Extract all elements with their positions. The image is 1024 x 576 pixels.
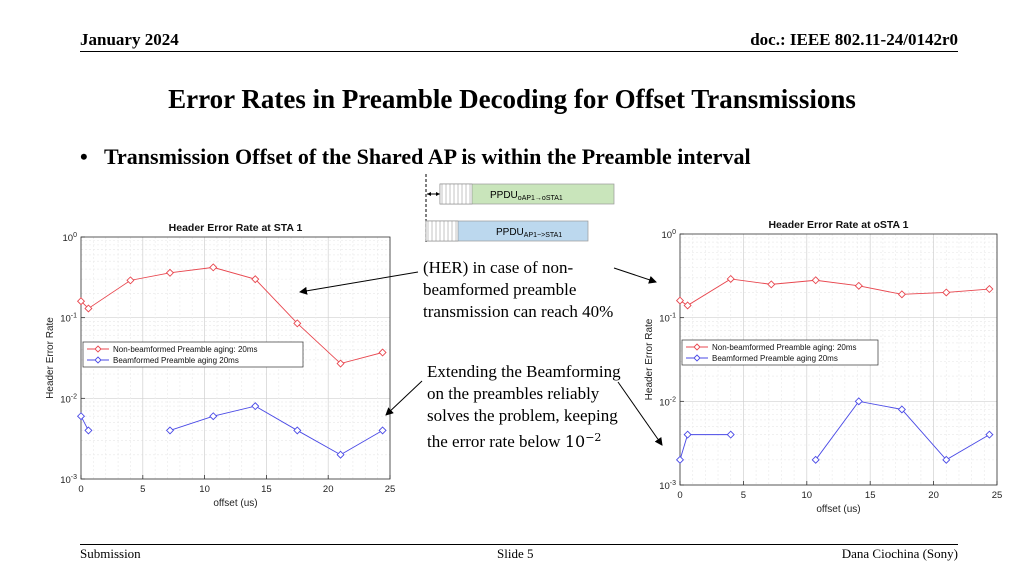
x-tick-label: 15 bbox=[864, 490, 876, 501]
x-tick-label: 5 bbox=[140, 484, 146, 495]
legend-entry: Non-beamformed Preamble aging: 20ms bbox=[113, 345, 258, 354]
x-tick-label: 10 bbox=[801, 490, 813, 501]
arrow-extend-right bbox=[618, 382, 662, 445]
x-axis-label: offset (us) bbox=[816, 504, 861, 515]
callout-extend-threshold: $10^{-2}$ bbox=[564, 431, 602, 451]
x-tick-label: 0 bbox=[677, 490, 683, 501]
x-axis-label: offset (us) bbox=[213, 498, 258, 509]
callout-her: (HER) in case of non-beamformed preamble transmission can reach 40% bbox=[423, 258, 614, 321]
ppdu-oap1-label: $PPDU_{oAP1\to oSTA1}$ bbox=[490, 190, 563, 202]
slide-title: Error Rates in Preamble Decoding for Offset Transmissions bbox=[168, 84, 856, 114]
bullet-text: Transmission Offset of the Shared AP is within the Preamble interval bbox=[104, 144, 751, 169]
x-tick-label: 25 bbox=[384, 484, 396, 495]
y-tick-label: $10^0$ bbox=[661, 229, 676, 241]
footer-submission: Submission bbox=[80, 546, 141, 561]
x-tick-label: 20 bbox=[928, 490, 939, 501]
bullet-symbol: • bbox=[80, 144, 88, 169]
ppdu-ap1-label: $PPDU_{AP1->STA1}$ bbox=[496, 227, 563, 239]
y-tick-label: $10^{-1}$ bbox=[659, 312, 676, 325]
legend-entry: Beamformed Preamble aging 20ms bbox=[712, 354, 838, 363]
y-tick-label: $10^{-3}$ bbox=[60, 474, 77, 486]
y-tick-label: $10^{-3}$ bbox=[659, 480, 676, 492]
arrow-extend-left bbox=[386, 381, 422, 415]
header-date: January 2024 bbox=[80, 30, 179, 49]
chart-title: Header Error Rate at oSTA 1 bbox=[768, 219, 909, 231]
legend-entry: Non-beamformed Preamble aging: 20ms bbox=[712, 343, 857, 352]
arrow-her-right bbox=[614, 268, 656, 282]
y-axis-label: Header Error Rate bbox=[644, 318, 655, 401]
x-tick-label: 15 bbox=[261, 484, 272, 495]
chart-title: Header Error Rate at STA 1 bbox=[168, 222, 303, 234]
y-tick-label: $10^{-1}$ bbox=[60, 312, 77, 325]
footer-slide-number: Slide 5 bbox=[497, 546, 534, 561]
legend-entry: Beamformed Preamble aging 20ms bbox=[113, 356, 239, 365]
x-tick-label: 10 bbox=[199, 484, 210, 495]
x-tick-label: 25 bbox=[991, 490, 1003, 501]
footer-author: Dana Ciochina (Sony) bbox=[841, 546, 958, 561]
y-tick-label: $10^{-2}$ bbox=[659, 396, 676, 409]
y-tick-label: $10^0$ bbox=[62, 232, 77, 244]
y-tick-label: $10^{-2}$ bbox=[60, 393, 77, 406]
x-tick-label: 5 bbox=[740, 490, 747, 501]
callout-extend-text: Extending the Beamforming on the preambles reliably solves the problem, keeping the error rate below bbox=[427, 362, 621, 451]
footer-divider bbox=[80, 544, 958, 545]
x-tick-label: 0 bbox=[78, 484, 84, 495]
x-tick-label: 20 bbox=[322, 484, 334, 495]
header-doc-id: doc.: IEEE 802.11-24/0142r0 bbox=[750, 30, 958, 49]
y-axis-label: Header Error Rate bbox=[45, 317, 56, 399]
arrow-her-left bbox=[300, 272, 418, 292]
